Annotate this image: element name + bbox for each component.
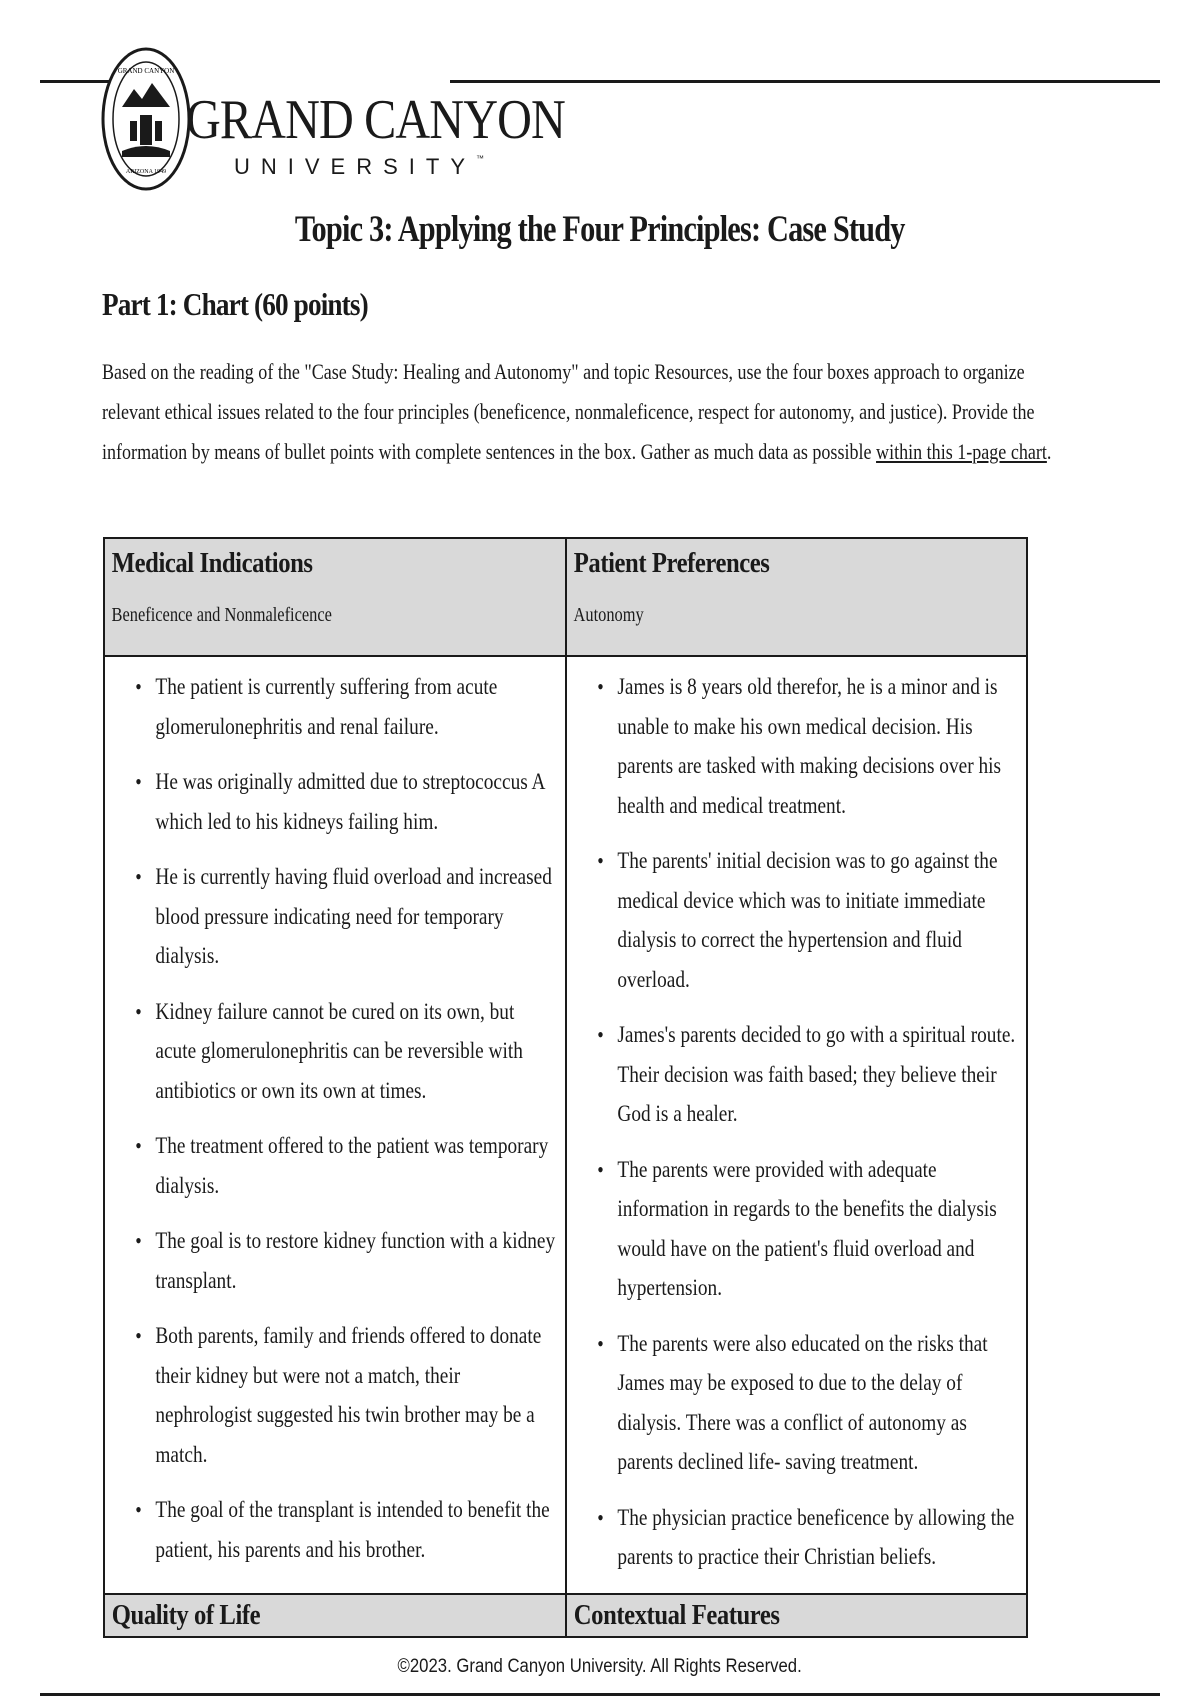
list-item: • The parents were also educated on the risks that James may be exposed to due to the delay of dialysis. There was a conflict of autonomy as parents declined life- saving treatment. [567, 1324, 1021, 1482]
page-title: Topic 3: Applying the Four Principles: Case Study [295, 209, 905, 250]
quality-of-life-header [104, 1594, 566, 1637]
contextual-features-title: Contextual Features [573, 1598, 780, 1631]
patient-preferences-subtitle: Autonomy [573, 604, 644, 626]
list-item: • James's parents decided to go with a spiritual route. Their decision was faith based; they believe their God is a healer. [567, 1015, 1021, 1134]
footer-rule [40, 1693, 1160, 1696]
university-wordmark [186, 89, 627, 180]
university-sub: UNIVERSITY™ [234, 154, 485, 179]
intro-paragraph: Based on the reading of the "Case Study: Healing and Autonomy" and topic Resources, use the four boxes approach to organize relevant ethical issues related to the four principles (beneficence, nonmaleficence, respect for autonomy, and justice). Provide the information by means of bullet points with complete sentences in the box. Gather as much data as possible within this 1-page chart. [102, 359, 1052, 464]
list-item: • The goal of the transplant is intended to benefit the patient, his parents and his brother. [105, 1490, 559, 1569]
medical-indications-subtitle: Beneficence and Nonmaleficence [111, 604, 332, 626]
list-item: • The treatment offered to the patient was temporary dialysis. [105, 1126, 559, 1205]
university-seal-logo [100, 45, 192, 193]
patient-preferences-list [567, 657, 1021, 1577]
quality-of-life-title: Quality of Life [111, 1598, 261, 1631]
list-item: • James is 8 years old therefor, he is a minor and is unable to make his own medical decision. His parents are tasked with making decisions over his health and medical treatment. [567, 667, 1021, 825]
list-item: • He was originally admitted due to streptococcus A which led to his kidneys failing him. [105, 762, 559, 841]
patient-preferences-title: Patient Preferences [573, 547, 769, 579]
list-item: • Kidney failure cannot be cured on its own, but acute glomerulonephritis can be reversible with antibiotics or own its own at times. [105, 992, 559, 1111]
university-name: GRAND CANYON [186, 89, 565, 151]
svg-text:ARIZONA 1949: ARIZONA 1949 [125, 169, 167, 175]
copyright-footer: ©2023. Grand Canyon University. All Rights Reserved. [397, 1656, 803, 1677]
four-boxes-chart [103, 537, 1028, 1638]
list-item: • The parents' initial decision was to go against the medical device which was to initiate immediate dialysis to correct the hypertension and fluid overload. [567, 841, 1021, 999]
part-title: Part 1: Chart (60 points) [102, 286, 368, 322]
header-rule-right [450, 80, 1160, 83]
list-item: • The patient is currently suffering from acute glomerulonephritis and renal failure. [105, 667, 559, 746]
contextual-features-header [566, 1594, 1028, 1637]
svg-text:GRAND CANYON: GRAND CANYON [117, 67, 175, 75]
medical-indications-cell [104, 656, 566, 1594]
list-item: • The physician practice beneficence by allowing the parents to practice their Christian beliefs. [567, 1498, 1021, 1577]
patient-preferences-cell [566, 656, 1028, 1594]
list-item: • He is currently having fluid overload and increased blood pressure indicating need for temporary dialysis. [105, 857, 559, 976]
patient-preferences-header [566, 538, 1028, 656]
medical-indications-title: Medical Indications [111, 547, 313, 579]
medical-indications-header [104, 538, 566, 656]
list-item: • Both parents, family and friends offered to donate their kidney but were not a match, their nephrologist suggested his twin brother may be a match. [105, 1316, 559, 1474]
list-item: • The goal is to restore kidney function with a kidney transplant. [105, 1221, 559, 1300]
medical-indications-list [105, 657, 559, 1569]
list-item: • The parents were provided with adequate information in regards to the benefits the dialysis would have on the patient's fluid overload and hypertension. [567, 1150, 1021, 1308]
